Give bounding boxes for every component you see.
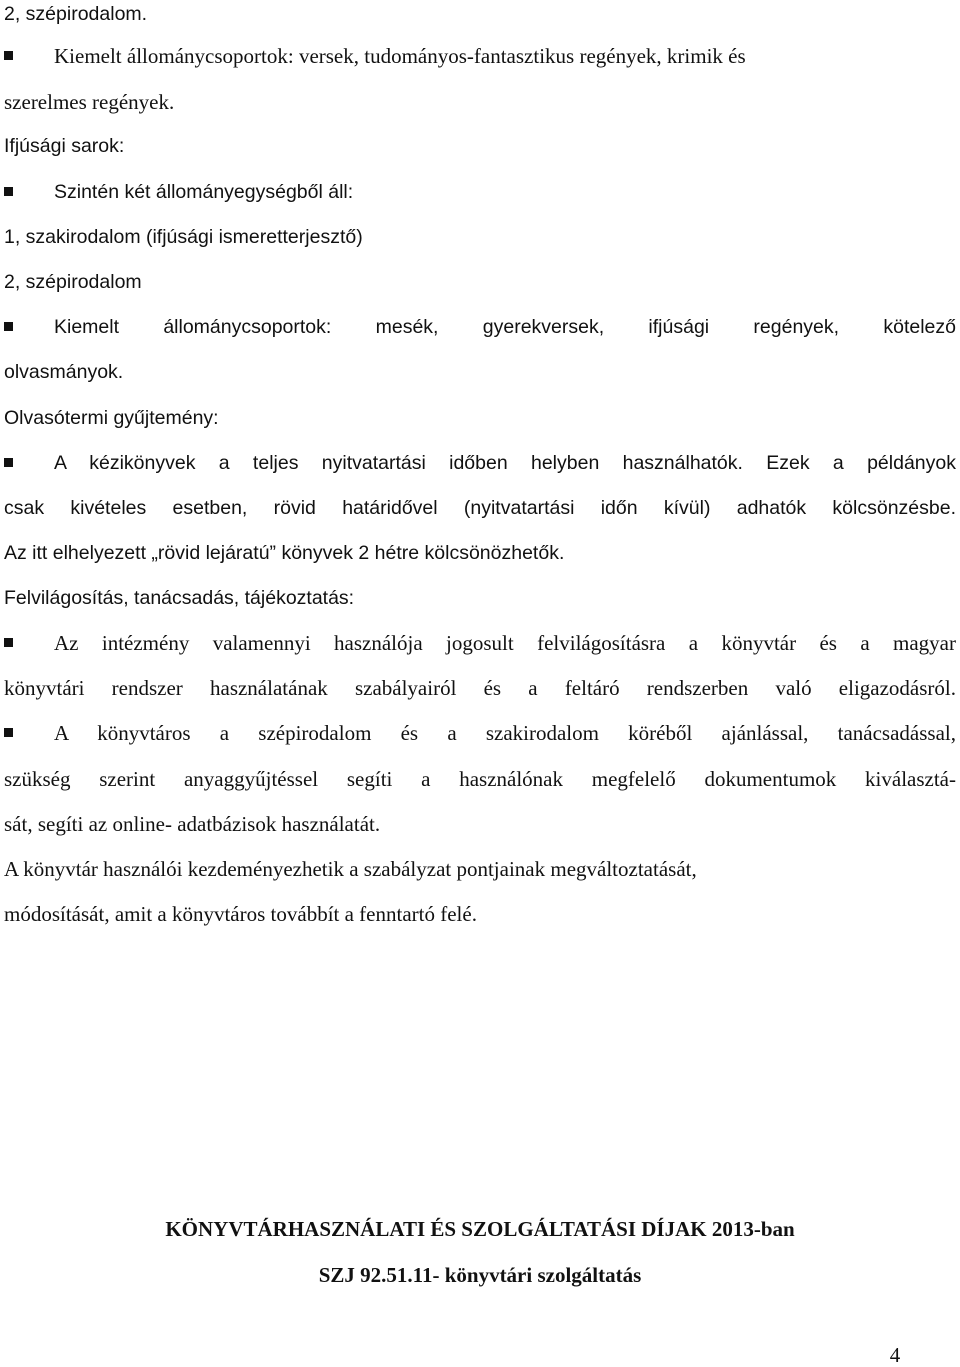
bullet-item [4, 449, 956, 477]
bullet-text: Szintén két állományegységből áll: [54, 181, 354, 203]
text-line: olvasmányok. [4, 361, 124, 383]
square-bullet-icon [4, 458, 13, 467]
text-line: szerelmes regények. [4, 90, 175, 114]
square-bullet-icon [4, 638, 13, 647]
text-line: csak kivételes esetben, rövid határidővel (nyitvatartási időn kívül) adhatók kölcsönzésbe. [4, 497, 956, 519]
section-label: Felvilágosítás, tanácsadás, tájékoztatás: [4, 587, 355, 609]
bullet-item [4, 178, 956, 206]
text-line: 2, szépirodalom. [4, 3, 148, 25]
bullet-text: Kiemelt állománycsoportok: versek, tudományos-fantasztikus regények, krimik és [54, 44, 746, 68]
text-line: Az itt elhelyezett „rövid lejáratú” könyvek 2 hétre kölcsönözhetők. [4, 542, 565, 564]
bullet-text: Kiemelt állománycsoportok: mesék, gyerekversek, ifjúsági regények, kötelező [54, 316, 956, 338]
square-bullet-icon [4, 728, 13, 737]
bullet-text: A kézikönyvek a teljes nyitvatartási időben helyben használhatók. Ezek a példányok [54, 452, 956, 474]
bullet-item [4, 42, 956, 70]
bullet-text: Az intézmény valamennyi használója jogosult felvilágosításra a könyvtár és a magyar [54, 631, 956, 655]
square-bullet-icon [4, 187, 13, 196]
bullet-text: A könyvtáros a szépirodalom és a szakirodalom köréből ajánlással, tanácsadással, [54, 721, 956, 745]
section-subtitle: SZJ 92.51.11- könyvtári szolgáltatás [318, 1263, 642, 1287]
bullet-item [4, 719, 956, 747]
text-line: szükség szerint anyaggyűjtéssel segíti a használónak megfelelő dokumentumok kiválasztá- [4, 767, 956, 791]
text-line: 1, szakirodalom (ifjúsági ismeretterjesztő) [4, 226, 363, 248]
page-number: 4 [889, 1343, 901, 1367]
text-line: 2, szépirodalom [4, 271, 142, 293]
square-bullet-icon [4, 322, 13, 331]
text-line: könyvtári rendszer használatának szabályairól és a feltáró rendszerben való eligazodásról. [4, 676, 956, 700]
text-line: módosítását, amit a könyvtáros továbbít a fenntartó felé. [4, 902, 477, 926]
bullet-item [4, 629, 956, 657]
section-label: Ifjúsági sarok: [4, 135, 125, 157]
bullet-item [4, 313, 956, 341]
section-label: Olvasótermi gyűjtemény: [4, 407, 219, 429]
text-line: sát, segíti az online- adatbázisok használatát. [4, 812, 381, 836]
text-line: A könyvtár használói kezdeményezhetik a szabályzat pontjainak megváltoztatását, [4, 857, 697, 881]
section-title: KÖNYVTÁRHASZNÁLATI ÉS SZOLGÁLTATÁSI DÍJAK 2013-ban [165, 1217, 795, 1241]
square-bullet-icon [4, 51, 13, 60]
